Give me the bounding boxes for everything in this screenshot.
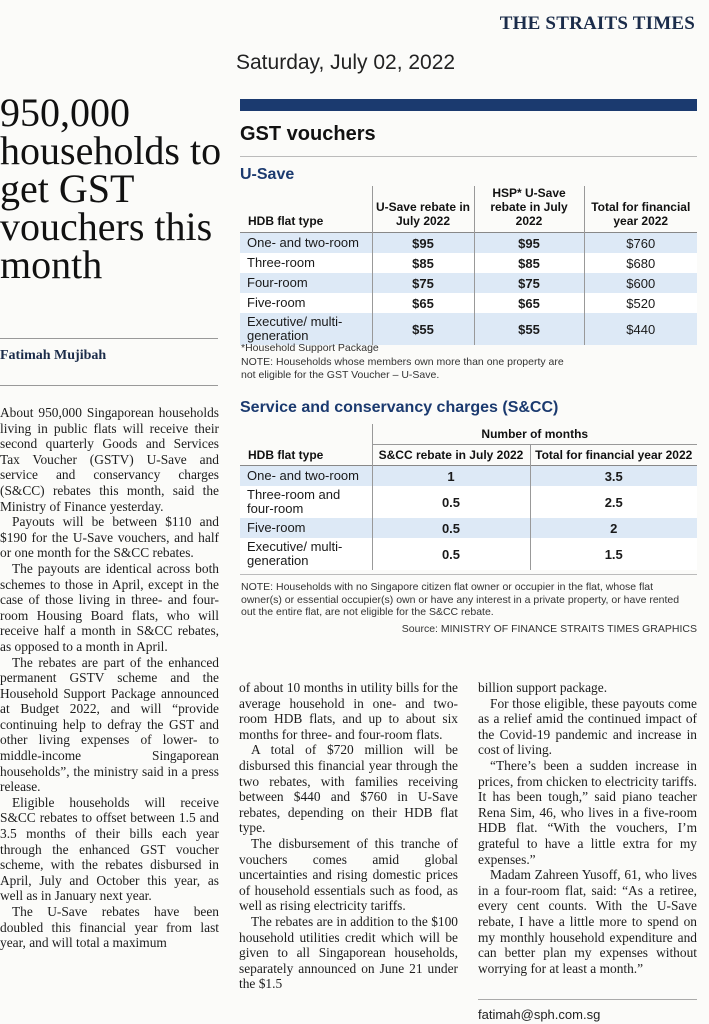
flat-type-cell: One- and two-room [240,466,372,487]
table-cell: $760 [584,233,697,254]
table-cell: $95 [372,233,474,254]
paragraph: billion support package. [478,680,608,695]
paragraph: The disbursement of this tranche of vouchers comes amid global uncertainties and rising domestic prices of household essentials such as food, as well as rising electricity tariffs. [239,835,458,914]
table-cell: 2.5 [530,486,697,518]
table-header-spacer [240,424,372,445]
scc-table [240,424,697,570]
table-header: Total for financial year 2022 [584,186,697,233]
table-cell: $65 [474,293,584,313]
divider [0,338,218,339]
table-cell: $75 [474,273,584,293]
table-row [240,538,697,570]
scc-section-title: Service and conservancy charges (S&CC) [240,399,559,416]
table-cell: $600 [584,273,697,293]
table-cell: $55 [372,313,474,345]
paragraph: For those eligible, these payouts come as a relief amid the continued impact of the Covid-19 pandemic and increase in cost of living. [478,695,697,758]
table-row [240,486,697,518]
table-group-header: Number of months [372,424,697,445]
table-cell: $95 [474,233,584,254]
divider [240,156,697,157]
paragraph: “There’s been a sudden increase in prices, from chicken to electricity tariffs. It has been tough,” said piano teacher Rena Sim, 46, who lives in a five-room HDB flat. “With the vouchers, I’m grateful to have a little extra for my expenses.” [478,757,697,867]
table-cell: $85 [474,253,584,273]
source-credit: Source: MINISTRY OF FINANCE STRAITS TIMES GRAPHICS [401,623,697,635]
paragraph: of about 10 months in utility bills for the average household in one- and two-room HDB flats, and up to about six months for three- and four-room flats. [239,680,458,742]
table-row [240,313,697,345]
table-cell: $55 [474,313,584,345]
table-cell: 3.5 [530,466,697,487]
usave-section-title: U-Save [240,166,295,183]
table-header: HDB flat type [248,214,324,228]
table-header: Total for financial year 2022 [530,445,697,466]
divider [0,385,218,386]
table-cell: $85 [372,253,474,273]
paragraph: The rebates are in addition to the $100 household utilities credit which will be given to all Singaporean households, separately announced on June 21 under the $1.5 [239,913,458,992]
table-header: HSP* U-Save rebate in July 2022 [474,186,584,233]
graphic-title: GST vouchers [240,123,376,145]
table-cell: 1.5 [530,538,697,570]
table-row [240,466,697,487]
paragraph: Eligible households will receive S&CC rebates to offset between 1.5 and 3.5 months of their bills each year through the enhanced GST voucher scheme, with the rebates disbursed in April, July and October this year, as well as in January next year. [0,794,219,904]
article-column-3 [478,680,697,1000]
flat-type-cell: One- and two-room [240,233,372,254]
flat-type-cell: Executive/ multi-generation [240,538,372,570]
paragraph: Madam Zahreen Yusoff, 61, who lives in a four-room flat, said: “As a retiree, every cent counts. With the U-Save rebate, I have a little more to spend on my monthly household expenditure and can better plan my expenses without worrying for at least a month.” [478,867,697,976]
scc-note: NOTE: Households with no Singapore citizen flat owner or occupier in the flat, whose flat owner(s) or essential occupier(s) own or have any interest in a private property, or have rented out the entire flat, are not eligible for the S&CC rebate. [241,581,680,618]
flat-type-cell: Five-room [240,518,372,538]
table-cell: $65 [372,293,474,313]
article-column-1 [0,405,219,1024]
divider [240,574,697,575]
byline: Fatimah Mujibah [0,348,107,363]
usave-table [240,186,697,345]
issue-date: Saturday, July 02, 2022 [236,51,456,74]
table-header: HDB flat type [248,447,324,462]
table-cell: $75 [372,273,474,293]
graphic-top-bar [240,99,697,111]
headline: 950,000 households to get GST vouchers this month [0,90,222,287]
table-header: S&CC rebate in July 2022 [372,445,530,466]
paragraph: Payouts will be between $110 and $190 for the U-Save vouchers, and half or one month for the S&CC rebates. [0,514,219,561]
paragraph: The rebates are part of the enhanced permanent GSTV scheme and the Household Support Package announced at Budget 2022, and will “provide continuing help to defray the GST and other living expenses of lower- to middle-income Singaporean households”, the ministry said in a press release. [0,654,219,795]
usave-note: NOTE: Households whose members own more than one property are not eligible for the GST Voucher – U-Save. [241,356,564,381]
table-row [240,273,697,293]
author-email: fatimah@sph.com.sg [478,1007,601,1022]
table-header: U-Save rebate in July 2022 [372,186,474,233]
table-cell: 1 [372,466,530,487]
flat-type-cell: Five-room [240,293,372,313]
paragraph: The payouts are identical across both schemes to those in April, except in the case of those living in three- and four-room Housing Board flats, who will receive half a month in S&CC rebates, as opposed to a month in April. [0,560,219,654]
table-row [240,233,697,254]
paragraph: The U-Save rebates have been doubled this financial year from last year, and will total a maximum [0,904,219,951]
table-cell: $440 [584,313,697,345]
table-row [240,253,697,273]
flat-type-cell: Executive/ multi-generation [240,313,372,345]
flat-type-cell: Three-room and four-room [240,486,372,518]
table-row [240,293,697,313]
table-cell: $520 [584,293,697,313]
table-row [240,518,697,538]
paragraph: A total of $720 million will be disbursed this financial year through the two rebates, with families receiving between $440 and $760 in U-Save rebates, depending on their HDB flat type. [239,742,458,836]
divider [478,999,697,1000]
paragraph: About 950,000 Singaporean households living in public flats will receive their second quarterly Goods and Services Tax Voucher (GSTV) U-Save and service and conservancy charges (S&CC) rebates this month, said the Ministry of Finance yesterday. [0,405,219,514]
masthead-logo: THE STRAITS TIMES [499,13,695,34]
table-cell: $680 [584,253,697,273]
usave-footnote: *Household Support Package [241,342,379,354]
article-column-2 [239,680,458,1024]
flat-type-cell: Three-room [240,253,372,273]
table-cell: 0.5 [372,486,530,518]
table-cell: 2 [530,518,697,538]
flat-type-cell: Four-room [240,273,372,293]
table-cell: 0.5 [372,518,530,538]
table-cell: 0.5 [372,538,530,570]
